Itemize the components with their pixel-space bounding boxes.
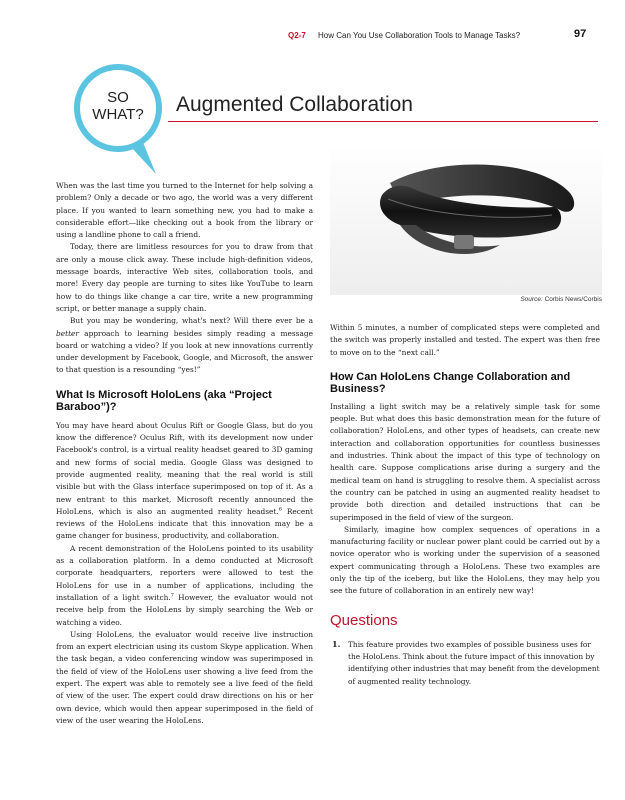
section-heading-hololens: What Is Microsoft HoloLens (aka “Project Baraboo”)? [56, 388, 272, 414]
paragraph: Today, there are limitless resources for you to draw from that are only a mouse click away. These include high-definition videos, message boards, interactive Web sites, collaboration tools, and more! Every day people are turning to sites like YouTube to learn how to do things like change a car tire, write a new programming script, or better manage a supply chain. [56, 242, 313, 313]
credit-source-label: Source: [520, 296, 543, 303]
section-code: Q2-7 [288, 31, 306, 40]
paragraph: Using HoloLens, the evaluator would receive live instruction from an expert electrician using its custom Skype application. When the task began, a video conferencing window was superimposed in the field of view of the HoloLens user showing a live feed from the expert. The expert was able to remotely see a live feed of the field of view of the user. The expert could draw directions on his or her own device, which would then appear superimposed in the field of view of the user wearing the HoloLens. [56, 629, 313, 725]
credit-name: Corbis News/Corbis [544, 296, 602, 303]
paragraph: But you may be wondering, what's next? Will there ever be a better approach to learning besides simply reading a message board or watching a video? If you look at new innovations currently under development by Facebook, Google, and Microsoft, the answer to that question is a resounding “yes!” [56, 316, 313, 375]
page-number: 97 [574, 28, 587, 40]
paragraph: Within 5 minutes, a number of complicated steps were completed and the switch was properly installed and tested. The expert was then free to move on to the “next call.” [330, 323, 600, 357]
badge-line-1: SO [107, 89, 129, 106]
hololens-photo [330, 145, 602, 295]
photo-credit [330, 296, 602, 303]
paragraph: Installing a light switch may be a relatively simple task for some people. But what does this basic demonstration mean for the future of collaboration? HoloLens, and other types of headsets, can create new interaction and collaboration opportunities for countless businesses and industries. Think about the impact of this type of technology on health care. Suppose complications arise during a surgery and the medical team on hand is struggling to resolve them. A specialist across the country can be patched in using an augmented reality headset to provide both direction and detailed instructions that can be superimposed in the field of view of the surgeon. [330, 401, 600, 522]
paragraph: Similarly, imagine how complex sequences of operations in a manufacturing facility or nuclear power plant could be carried out by a novice operator who is working under the supervision of a seasoned expert communicating through a HoloLens. These two examples are only the tip of the iceberg, but like the HoloLens, they may help you see the future of collaboration in an entirely new way! [330, 524, 600, 596]
left-column [56, 180, 313, 727]
chapter-question-title: How Can You Use Collaboration Tools to Manage Tasks? [318, 31, 521, 40]
section-heading-collaboration: How Can HoloLens Change Collaboration and Business? [330, 370, 571, 396]
question-item [330, 639, 600, 688]
right-column [330, 322, 600, 688]
paragraph: You may have heard about Oculus Rift or Google Glass, but do you know the difference? Oculus Rift, with its development now under Facebook's control, is a virtual reality headset geared to 3D gaming and new forms of social media. Google Glass was designed to provide augmented reality, meaning that the real world is still visible but with the Glass interface superimposed on top of it. As a new entrant to this market, Microsoft recently announced the HoloLens, which is also an augmented reality headset.$^6$ Recent reviews of the HoloLens indicate that this innovation may be a game changer for business, productivity, and collaboration. [56, 420, 314, 541]
question-text: This feature provides two examples of possible business uses for the HoloLens. Think about the future impact of this innovation by identifying other industries that may benefit from the development of augmented reality technology. [348, 639, 600, 686]
feature-title: Augmented Collaboration [176, 93, 413, 116]
so-what-badge [72, 62, 164, 182]
question-number: 1. [332, 638, 341, 649]
badge-line-2: WHAT? [92, 106, 144, 123]
questions-heading: Questions [330, 611, 398, 629]
paragraph: A recent demonstration of the HoloLens pointed to its usability as a collaboration platform. In a demo conducted at Microsoft corporate headquarters, reporters were allowed to test the HoloLens for use in a number of applications, including the installation of a light switch.$^7$ However, the evaluator would not receive help from the HoloLens by simply searching the Web or watching a video. [56, 543, 313, 627]
running-header [0, 27, 625, 47]
paragraph: When was the last time you turned to the Internet for help solving a problem? Only a decade or two ago, the world was a very different place. If you wanted to learn something new, you had to make a considerable effort—like checking out a book from the library or using a landline phone to call a friend. [56, 181, 313, 240]
title-rule [168, 121, 598, 122]
